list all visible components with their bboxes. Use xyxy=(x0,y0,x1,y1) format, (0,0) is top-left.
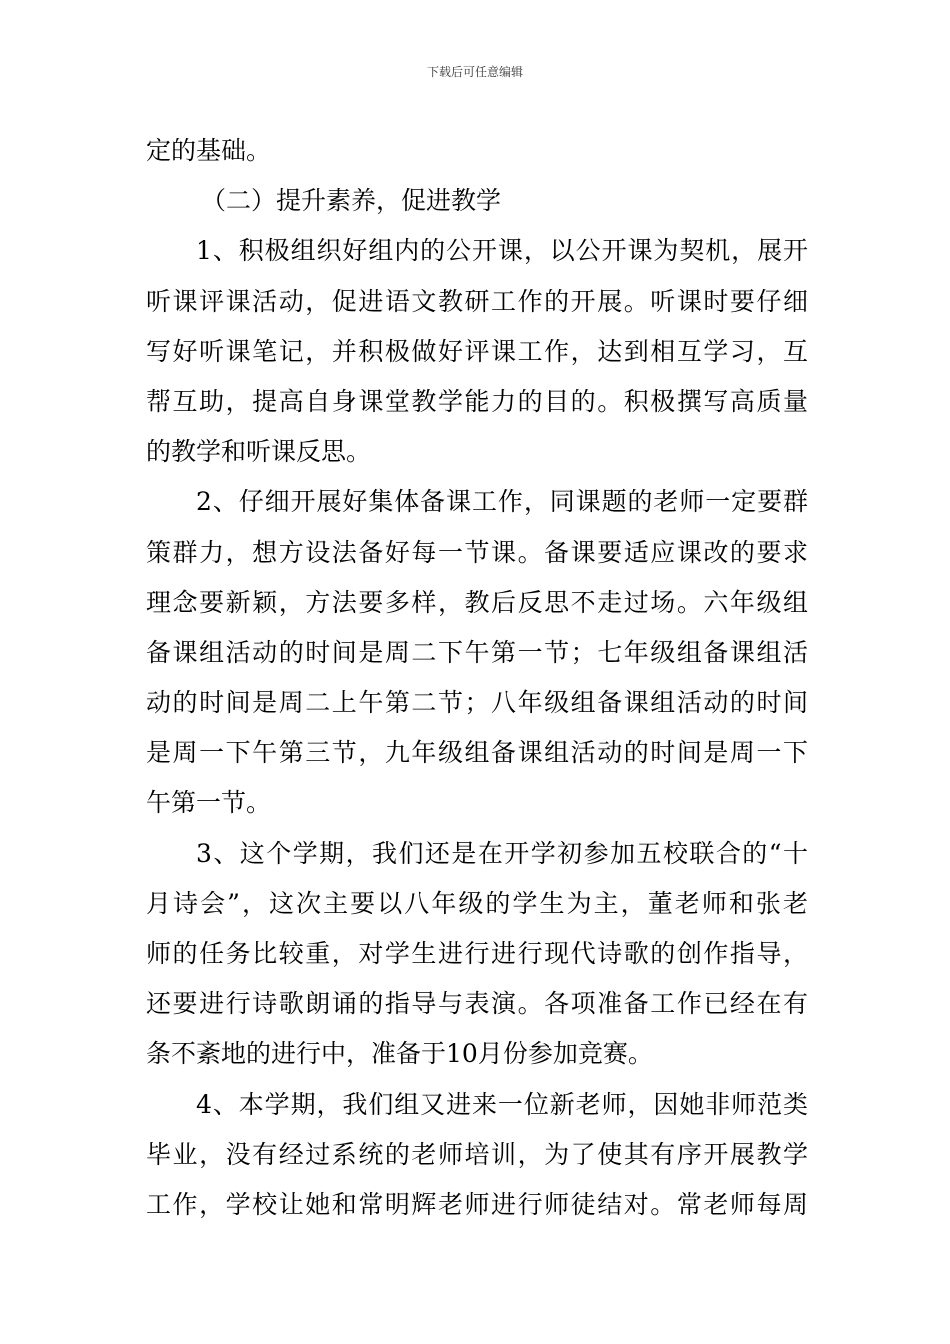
section-heading: （二）提升素养，促进教学 xyxy=(201,186,502,216)
text-line: 毕业，没有经过系统的老师培训，为了使其有序开展教学 xyxy=(146,1139,808,1169)
text-line: 月诗会”，这次主要以八年级的学生为主，董老师和张老 xyxy=(146,888,808,918)
page-header: 下载后可任意编辑 xyxy=(426,65,523,79)
text-line: 1、积极组织好组内的公开课，以公开课为契机，展开 xyxy=(196,236,808,266)
text-line: 的教学和听课反思。 xyxy=(146,437,372,467)
text-line: 写好听课笔记，并积极做好评课工作，达到相互学习，互 xyxy=(146,336,808,366)
text-line: 条不紊地的进行中，准备于10月份参加竞赛。 xyxy=(146,1039,653,1069)
text-line: 策群力，想方设法备好每一节课。备课要适应课改的要求 xyxy=(146,537,808,567)
text-line: 午第一节。 xyxy=(146,788,272,818)
text-line: 还要进行诗歌朗诵的指导与表演。各项准备工作已经在有 xyxy=(146,989,808,1019)
text-line: 4、本学期，我们组又进来一位新老师，因她非师范类 xyxy=(196,1089,808,1119)
text-line: 工作，学校让她和常明辉老师进行师徒结对。常老师每周 xyxy=(146,1189,808,1219)
document-body xyxy=(146,126,808,1230)
text-line: 动的时间是周二上午第二节；八年级组备课组活动的时间 xyxy=(146,688,808,718)
text-line: 备课组活动的时间是周二下午第一节；七年级组备课组活 xyxy=(146,637,808,667)
text-line: 2、仔细开展好集体备课工作，同课题的老师一定要群 xyxy=(196,487,808,517)
text-line: 定的基础。 xyxy=(146,136,272,165)
text-line: 理念要新颖，方法要多样，教后反思不走过场。六年级组 xyxy=(146,587,808,617)
text-line: 是周一下午第三节，九年级组备课组活动的时间是周一下 xyxy=(146,738,808,768)
text-line: 3、这个学期，我们还是在开学初参加五校联合的“十 xyxy=(196,838,808,868)
text-line: 听课评课活动，促进语文教研工作的开展。听课时要仔细 xyxy=(146,286,808,316)
text-line: 帮互助，提高自身课堂教学能力的目的。积极撰写高质量 xyxy=(146,386,808,416)
text-line: 师的任务比较重，对学生进行进行现代诗歌的创作指导， xyxy=(146,939,808,968)
